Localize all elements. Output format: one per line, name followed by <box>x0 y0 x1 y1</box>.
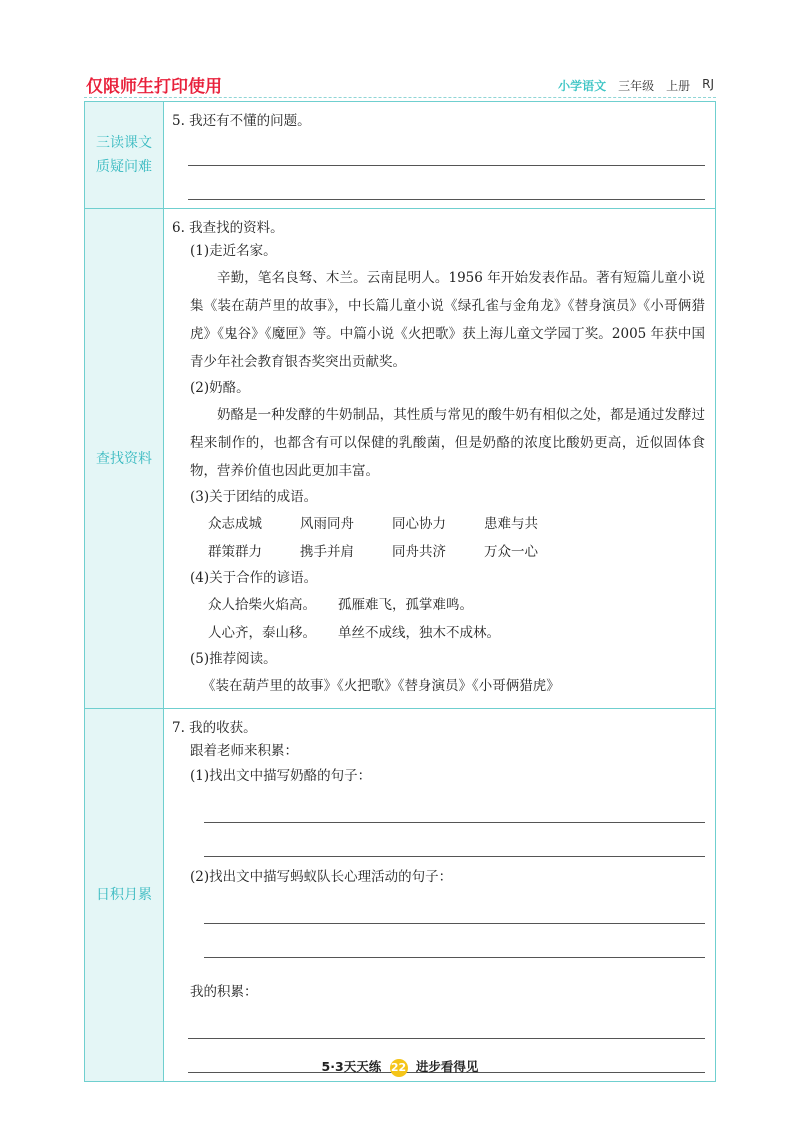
section-label-line: 三读课文 <box>96 135 152 151</box>
answer-line[interactable] <box>188 1005 705 1039</box>
section-label-line: 查找资料 <box>96 450 152 467</box>
answer-line[interactable] <box>188 132 705 166</box>
edition-label: RJ <box>702 77 714 91</box>
footer-brand: 5·3天天练 <box>321 1059 382 1074</box>
section-research-row <box>85 209 716 709</box>
section-question-row <box>85 102 716 209</box>
volume-label: 上册 <box>666 79 691 93</box>
section-accumulate-row <box>85 709 716 1082</box>
page-number: 22 <box>390 1059 408 1077</box>
idiom: 风雨同舟 <box>300 516 354 532</box>
idioms-row <box>208 538 705 566</box>
answer-line[interactable] <box>204 823 705 857</box>
section-content-accumulate <box>164 709 716 1082</box>
print-notice: 仅限师生打印使用 <box>86 77 222 97</box>
idioms-row <box>208 510 705 538</box>
item-proverbs-title: (4)关于合作的谚语。 <box>190 570 318 586</box>
question-6: 6. 我查找的资料。 <box>172 220 284 236</box>
question-5: 5. 我还有不懂的问题。 <box>172 113 311 129</box>
my-accumulation-label: 我的积累： <box>190 984 258 1000</box>
ant-captain-prompt: (2)找出文中描写蚂蚁队长心理活动的句子： <box>190 869 453 885</box>
accumulate-intro: 跟着老师来积累： <box>190 743 298 759</box>
recommended-books: 《装在葫芦里的故事》《火把歌》《替身演员》《小哥俩猎虎》 <box>202 678 560 694</box>
item-cheese-title: (2)奶酪。 <box>190 380 250 396</box>
proverbs-row <box>208 619 705 647</box>
proverb: 单丝不成线，独木不成林。 <box>338 625 500 641</box>
idiom: 众志成城 <box>208 516 262 532</box>
author-bio: 辛勤，笔名良驽、木兰。云南昆明人。1956 年开始发表作品。著有短篇儿童小说集《装在葫芦里的故事》，中长篇儿童小说《绿孔雀与金角龙》《替身演员》《小哥俩猎虎》《鬼谷》《魔匣》等。中篇小说《火把歌》获上海儿童文学园丁奖。2005 年获中国青少年社会教育银杏奖突出贡献奖。 <box>190 270 705 370</box>
cheese-sentence-prompt: (1)找出文中描写奶酪的句子： <box>190 768 372 784</box>
cheese-text: 奶酪是一种发酵的牛奶制品，其性质与常见的酸牛奶有相似之处，都是通过发酵过程来制作的，也都含有可以保健的乳酸菌，但是奶酪的浓度比酸奶更高，近似固体食物，营养价值也因此更加丰富。 <box>190 407 705 479</box>
grade-label: 三年级 <box>618 79 655 93</box>
idiom: 万众一心 <box>484 544 538 560</box>
section-label-line: 质疑问难 <box>96 159 152 175</box>
proverbs-list <box>172 591 705 647</box>
answer-line[interactable] <box>188 166 705 200</box>
section-content-question <box>164 102 716 209</box>
section-label-accumulate <box>85 709 164 1082</box>
item-reading-title: (5)推荐阅读。 <box>190 651 277 667</box>
worksheet-table <box>84 101 716 1082</box>
section-label-line: 日积月累 <box>96 887 152 903</box>
idiom: 携手并肩 <box>300 544 354 560</box>
idiom: 同心协力 <box>392 516 446 532</box>
proverb: 人心齐，泰山移。 <box>208 625 316 641</box>
proverbs-row <box>208 591 705 619</box>
item-idioms-title: (3)关于团结的成语。 <box>190 489 318 505</box>
answer-line[interactable] <box>204 924 705 958</box>
item-author-title: (1)走近名家。 <box>190 243 277 259</box>
page-footer <box>0 1057 800 1077</box>
section-label-research <box>85 209 164 709</box>
section-label-question <box>85 102 164 209</box>
idiom: 群策群力 <box>208 544 262 560</box>
footer-slogan: 进步看得见 <box>415 1059 479 1074</box>
idioms-list <box>172 510 705 566</box>
subject-label: 小学语文 <box>558 79 607 93</box>
proverb: 孤雁难飞，孤掌难鸣。 <box>338 597 473 613</box>
answer-line[interactable] <box>204 890 705 924</box>
header-divider <box>84 97 716 98</box>
book-info <box>558 77 714 94</box>
proverb: 众人拾柴火焰高。 <box>208 597 316 613</box>
answer-line[interactable] <box>204 789 705 823</box>
idiom: 同舟共济 <box>392 544 446 560</box>
section-content-research <box>164 209 716 709</box>
idiom: 患难与共 <box>484 516 538 532</box>
question-7: 7. 我的收获。 <box>172 720 257 736</box>
